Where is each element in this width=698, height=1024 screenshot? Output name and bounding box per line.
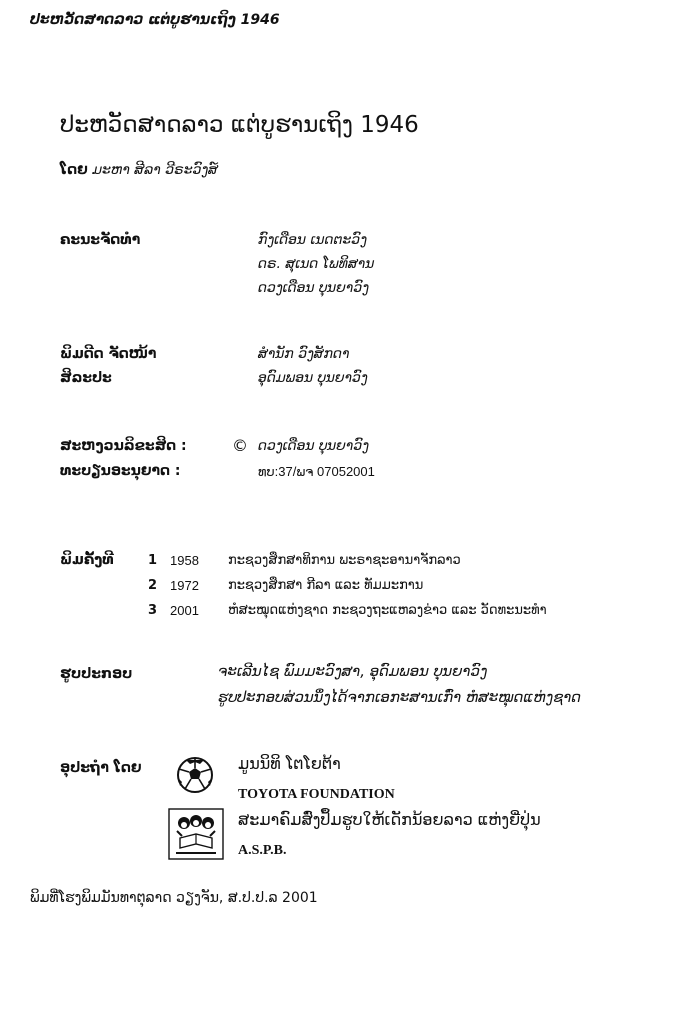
editor-name: ດວງເດືອນ ບຸນຍາວົງ: [258, 280, 369, 296]
sponsor-native-name: ສະມາຄົມສົ່ງປຶ້ມຮູບໃຫ້ເດັກນ້ອຍລາວ ແຫ່ງຍີ່ປຸ່ນ: [238, 810, 541, 829]
editors-label: ຄະນະຈັດທຳ: [60, 232, 141, 248]
art-label: ສິລະປະ: [60, 370, 112, 386]
edition-number: 2: [148, 578, 158, 593]
edition-number: 1: [148, 553, 158, 568]
copyright-label: ສະຫງວນລິຂະສິດ :: [60, 438, 187, 454]
children-reading-icon: [168, 808, 224, 860]
copyright-symbol: ©: [232, 436, 248, 455]
editions-label: ພິມຄັ້ງທີ: [60, 552, 114, 568]
running-header: ປະຫວັດສາດລາວ ແຕ່ບູຮານເຖິງ 1946: [30, 12, 280, 28]
byline: [60, 162, 218, 178]
typeset-value: ສຳນັກ ວົງສັກດາ: [258, 346, 350, 362]
edition-publisher: ຫໍສະໝຸດແຫ່ງຊາດ ກະຊວງຖະແຫລງຂ່າວ ແລະ ວັດທະນະທຳ: [228, 603, 547, 618]
edition-number: 3: [148, 603, 158, 618]
typeset-label: ພິມດີດ ຈັດໜ້າ: [60, 346, 157, 362]
art-value: ອຸດົມພອນ ບຸນຍາວົງ: [258, 370, 368, 386]
sponsor-native-name: ມູນນິທິ ໂຕໂຍຕ້າ: [238, 754, 341, 773]
edition-year: 1972: [170, 578, 199, 593]
sponsor-latin-name: TOYOTA FOUNDATION: [238, 787, 395, 802]
sponsors-label: ອຸປະຖຳ ໂດຍ: [60, 760, 142, 776]
editor-name: ດຣ. ສຸເນດ ໂພທິສານ: [258, 256, 375, 272]
copyright-value: ດວງເດືອນ ບຸນຍາວົງ: [258, 438, 369, 454]
byline-by: ໂດຍ: [60, 162, 88, 178]
registration-label: ທະບຽນອະນຸຍາດ :: [60, 463, 181, 479]
printer-footer: ພິມທີ່ໂຮງພິມມັນທາຕຸລາດ ວຽງຈັນ, ສ.ປ.ປ.ລ 2001: [30, 890, 318, 906]
edition-publisher: ກະຊວງສຶກສາທິການ ພະຣາຊະອານາຈັກລາວ: [228, 553, 461, 568]
edition-year: 2001: [170, 603, 199, 618]
edition-publisher: ກະຊວງສຶກສາ ກີລາ ແລະ ທັມມະການ: [228, 578, 424, 593]
illustrations-line: ຈະເລີນໄຊ ພົມມະວົງສາ, ອຸດົມພອນ ບຸນຍາວົງ: [218, 662, 488, 680]
illustrations-label: ຮູບປະກອບ: [60, 666, 133, 682]
editor-name: ກົງເດືອນ ເນດຕະວົງ: [258, 232, 367, 248]
soccer-ball-icon: [176, 756, 214, 794]
sponsor-latin-name: A.S.P.B.: [238, 843, 287, 858]
byline-author: ມະຫາ ສີລາ ວີຣະວົງສ໌: [92, 162, 219, 178]
page-title: ປະຫວັດສາດລາວ ແຕ່ບູຮານເຖິງ 1946: [60, 112, 419, 138]
registration-value: ທບ:37/ພຈ 07052001: [258, 464, 375, 479]
illustrations-line: ຮູບປະກອບສ່ວນນຶ່ງໄດ້ຈາກເອກະສານເກົ່າ ຫໍສະໝຸດແຫ່ງຊາດ: [218, 688, 582, 706]
edition-year: 1958: [170, 553, 199, 568]
